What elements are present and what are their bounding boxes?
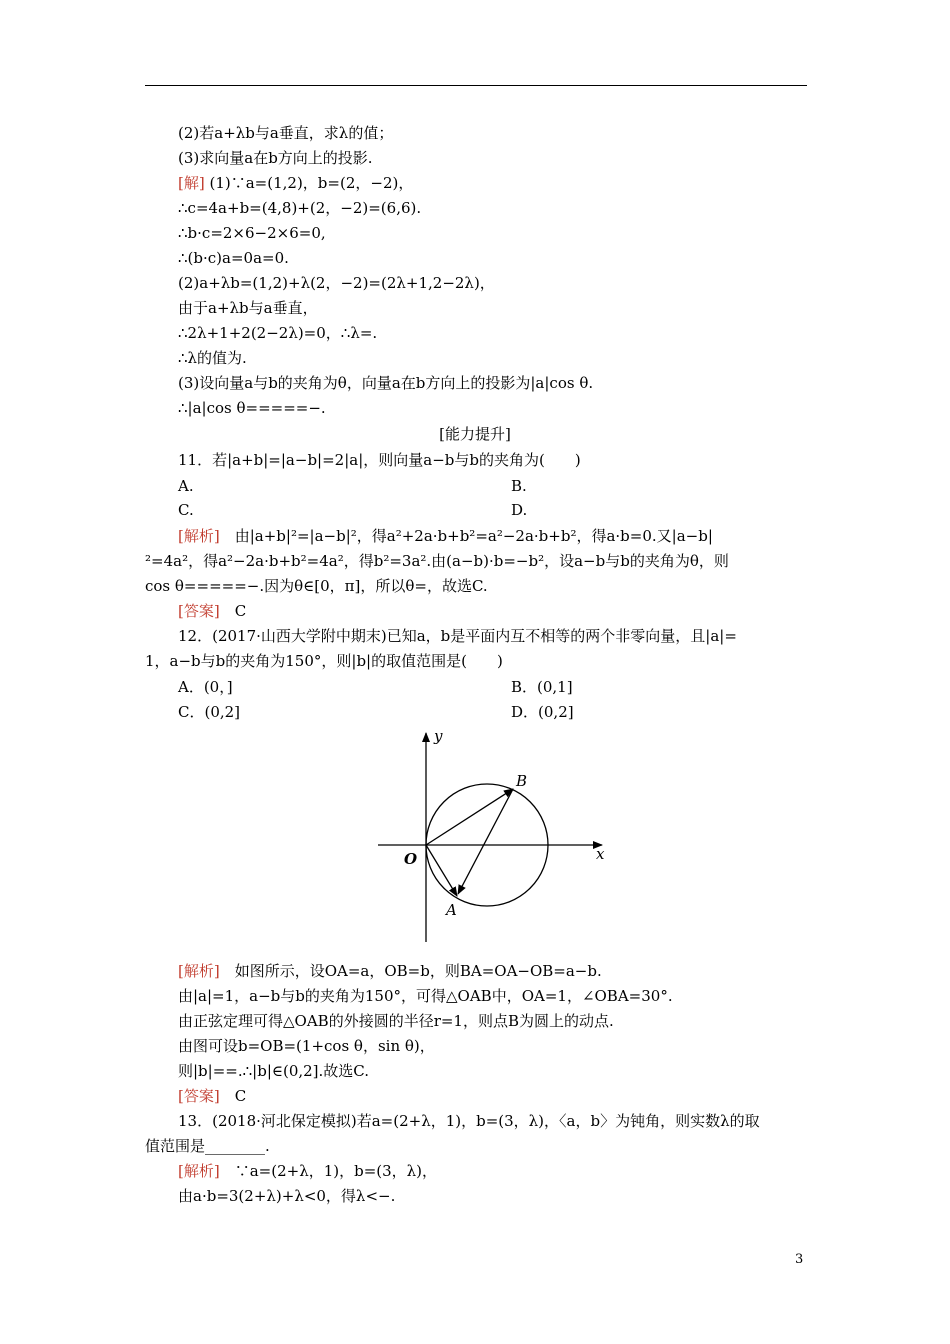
text-line: 由图可设b=OB=(1+cos θ，sin θ)， [178, 1037, 435, 1055]
text-line [178, 1087, 246, 1105]
vector-ob [426, 789, 513, 845]
vector-ba [458, 789, 513, 894]
vector-oa [426, 845, 457, 896]
text-span: C [219, 1087, 247, 1105]
text-line: 由正弦定理可得△OAB的外接圆的半径r=1，则点B为圆上的动点. [178, 1012, 614, 1030]
text-span: C [219, 602, 247, 620]
text-line: ∴c=4a+b=(4,8)+(2，−2)=(6,6). [178, 199, 422, 217]
text-span: ∵a=(2+λ，1)，b=(3，λ)， [219, 1162, 438, 1180]
analysis-tag: [解析] [178, 962, 220, 980]
option-b: B．(0,1] [511, 678, 573, 696]
text-line: 由|a|=1，a−b与b的夹角为150°，可得△OAB中，OA=1，∠OBA=30°. [178, 987, 673, 1005]
text-line: ∴2λ+1+2(2−2λ)=0，∴λ=. [178, 324, 378, 342]
option-c: C. [178, 501, 194, 519]
text-line: (3)设向量a与b的夹角为θ，向量a在b方向上的投影为|a|cos θ. [178, 374, 594, 392]
question-12: 12．(2017·山西大学附中期末)已知a，b是平面内互不相等的两个非零向量，且|a|= [178, 627, 737, 645]
text-span: (1)∵a=(1,2)，b=(2，−2)， [204, 174, 414, 192]
text-line: (3)求向量a在b方向上的投影. [178, 149, 373, 167]
text-line: 值范围是________. [145, 1137, 270, 1155]
label-o: O [404, 850, 418, 868]
text-line [178, 962, 602, 980]
text-line: cos θ=====−.因为θ∈[0，π]，所以θ=，故选C. [145, 577, 488, 595]
text-line: 1，a−b与b的夹角为150°，则|b|的取值范围是( ) [145, 652, 503, 670]
option-a: A．(0，] [178, 678, 233, 696]
text-line [178, 174, 413, 192]
question-11: 11．若|a+b|=|a−b|=2|a|，则向量a−b与b的夹角为( ) [178, 451, 581, 469]
label-y: y [434, 727, 443, 745]
text-line: 则|b|==.∴|b|∈(0,2].故选C. [178, 1062, 370, 1080]
text-span: 由|a+b|²=|a−b|²，得a²+2a·b+b²=a²−2a·b+b²，得a·b=0.又|a−b| [219, 527, 713, 545]
answer-tag: [答案] [178, 1087, 220, 1105]
text-line [178, 527, 713, 545]
label-x: x [596, 845, 605, 863]
label-b: B [516, 772, 528, 790]
text-line [178, 1162, 437, 1180]
option-b: B. [511, 477, 527, 495]
text-line: ∴(b·c)a=0a=0. [178, 249, 289, 267]
text-line [178, 602, 246, 620]
text-line: 由于a+λb与a垂直， [178, 299, 318, 317]
section-heading: [能力提升] [439, 425, 511, 443]
answer-tag: [答案] [178, 602, 220, 620]
text-line: 由a·b=3(2+λ)+λ<0，得λ<−. [178, 1187, 396, 1205]
option-a: A. [178, 477, 194, 495]
label-a: A [446, 901, 457, 919]
header-rule [145, 85, 807, 86]
analysis-tag: [解析] [178, 527, 220, 545]
text-line: (2)若a+λb与a垂直，求λ的值； [178, 124, 394, 142]
circle-vector-figure [370, 727, 620, 947]
page-number: 3 [795, 1252, 804, 1267]
option-c: C．(0,2] [178, 703, 241, 721]
option-d: D．(0,2] [511, 703, 574, 721]
text-span: 如图所示，设OA=a，OB=b，则BA=OA−OB=a−b. [219, 962, 602, 980]
analysis-tag: [解析] [178, 1162, 220, 1180]
solution-tag: [解] [178, 174, 205, 192]
question-13: 13．(2018·河北保定模拟)若a=(2+λ，1)，b=(3，λ)，〈a，b〉为钝角，则实数λ的取 [178, 1112, 760, 1130]
text-line: ∴λ的值为. [178, 349, 247, 367]
text-line: ∴|a|cos θ=====−. [178, 399, 326, 417]
option-d: D. [511, 501, 528, 519]
text-line: ²=4a²，得a²−2a·b+b²=4a²，得b²=3a².由(a−b)·b=−b²，设a−b与b的夹角为θ，则 [145, 552, 729, 570]
text-line: ∴b·c=2×6−2×6=0, [178, 224, 326, 242]
text-line: (2)a+λb=(1,2)+λ(2，−2)=(2λ+1,2−2λ)， [178, 274, 495, 292]
